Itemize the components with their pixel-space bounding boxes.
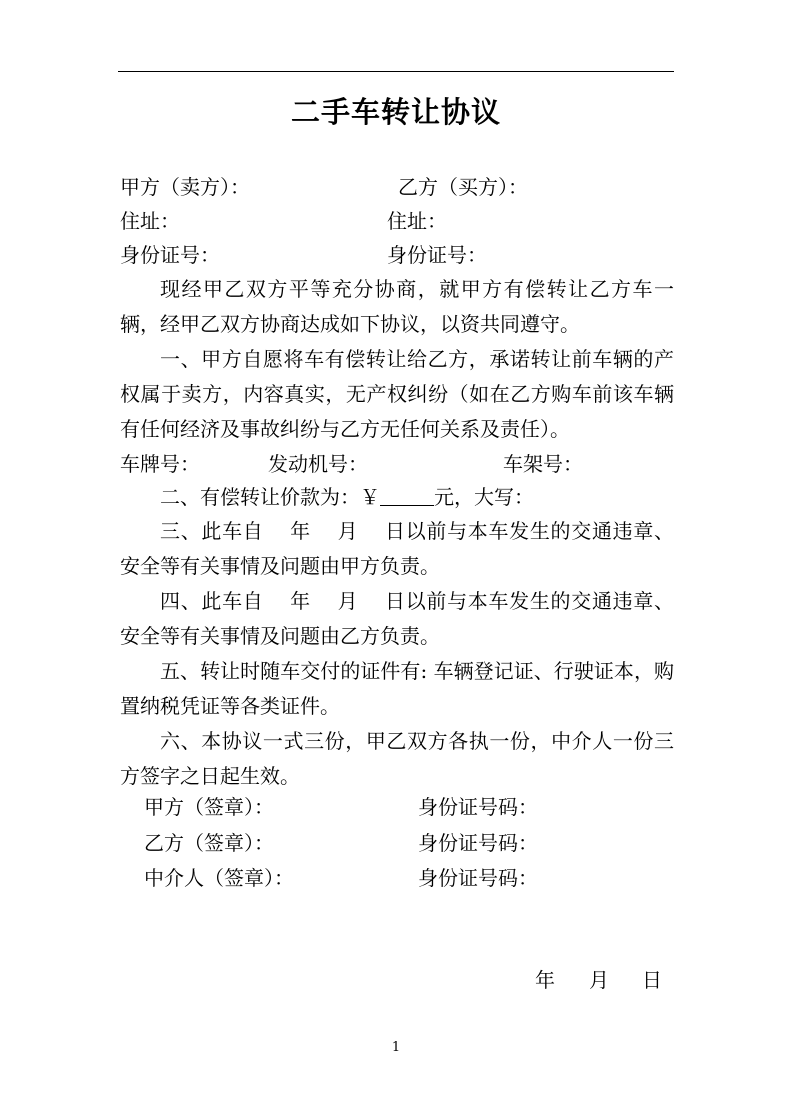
party-b-id-number: 身份证号码： — [418, 831, 538, 855]
clause-4-rest: 日以前与本车发生的交通违章、安全等有关事情及问题由乙方负责。 — [120, 589, 675, 648]
clause-4-prefix: 四、此车自 — [160, 589, 264, 613]
clause-1: 一、甲方自愿将车有偿转让给乙方，承诺转让前车辆的产权属于卖方，内容真实，无产权纠纷（如在乙方购车前该车辆有任何经济及事故纠纷与乙方无任何关系及责任）。 — [120, 347, 674, 441]
party-a-label: 甲方（卖方）： — [120, 175, 250, 199]
clause-4-month: 月 — [336, 589, 359, 613]
party-a-id-number: 身份证号码： — [418, 795, 538, 819]
clause-2-prefix: 二、有偿转让价款为：￥ — [160, 485, 380, 509]
party-b-address: 住址： — [387, 209, 447, 233]
page-number: 1 — [391, 1040, 401, 1055]
clause-2 — [160, 482, 534, 512]
date-day: 日 — [642, 968, 662, 992]
clause-6: 六、本协议一式三份，甲乙双方各执一份，中介人一份三方签字之日起生效。 — [120, 729, 674, 788]
clause-4 — [120, 584, 674, 654]
agent-id-number: 身份证号码： — [418, 866, 538, 890]
engine-number-label: 发动机号： — [268, 452, 368, 476]
party-a-signature: 甲方（签章）： — [144, 795, 274, 819]
clause-3-prefix: 三、此车自 — [160, 519, 264, 543]
party-a-id: 身份证号： — [120, 243, 220, 267]
clause-4-year: 年 — [289, 589, 311, 613]
price-blank — [380, 485, 434, 506]
party-b-id: 身份证号： — [387, 243, 487, 267]
header-rule — [118, 71, 674, 72]
party-a-address: 住址： — [120, 209, 180, 233]
clause-5: 五、转让时随车交付的证件有: 车辆登记证、行驶证本，购置纳税凭证等各类证件。 — [120, 659, 674, 718]
clause-3 — [120, 514, 674, 584]
agent-signature: 中介人（签章）： — [144, 866, 294, 890]
frame-number-label: 车架号： — [503, 452, 583, 476]
clause-3-month: 月 — [336, 519, 359, 543]
clause-3-year: 年 — [289, 519, 311, 543]
party-b-label: 乙方（买方）： — [398, 175, 528, 199]
date-year: 年 — [535, 968, 555, 992]
plate-number-label: 车牌号： — [120, 452, 200, 476]
document-title: 二手车转让协议 — [290, 95, 501, 129]
date-month: 月 — [589, 968, 609, 992]
clause-2-suffix: 元，大写： — [434, 485, 534, 509]
party-b-signature: 乙方（签章）： — [144, 831, 274, 855]
clause-3-rest: 日以前与本车发生的交通违章、安全等有关事情及问题由甲方负责。 — [120, 519, 675, 578]
intro-paragraph: 现经甲乙双方平等充分协商，就甲方有偿转让乙方车一辆，经甲乙双方协商达成如下协议，以资共同遵守。 — [120, 277, 674, 336]
